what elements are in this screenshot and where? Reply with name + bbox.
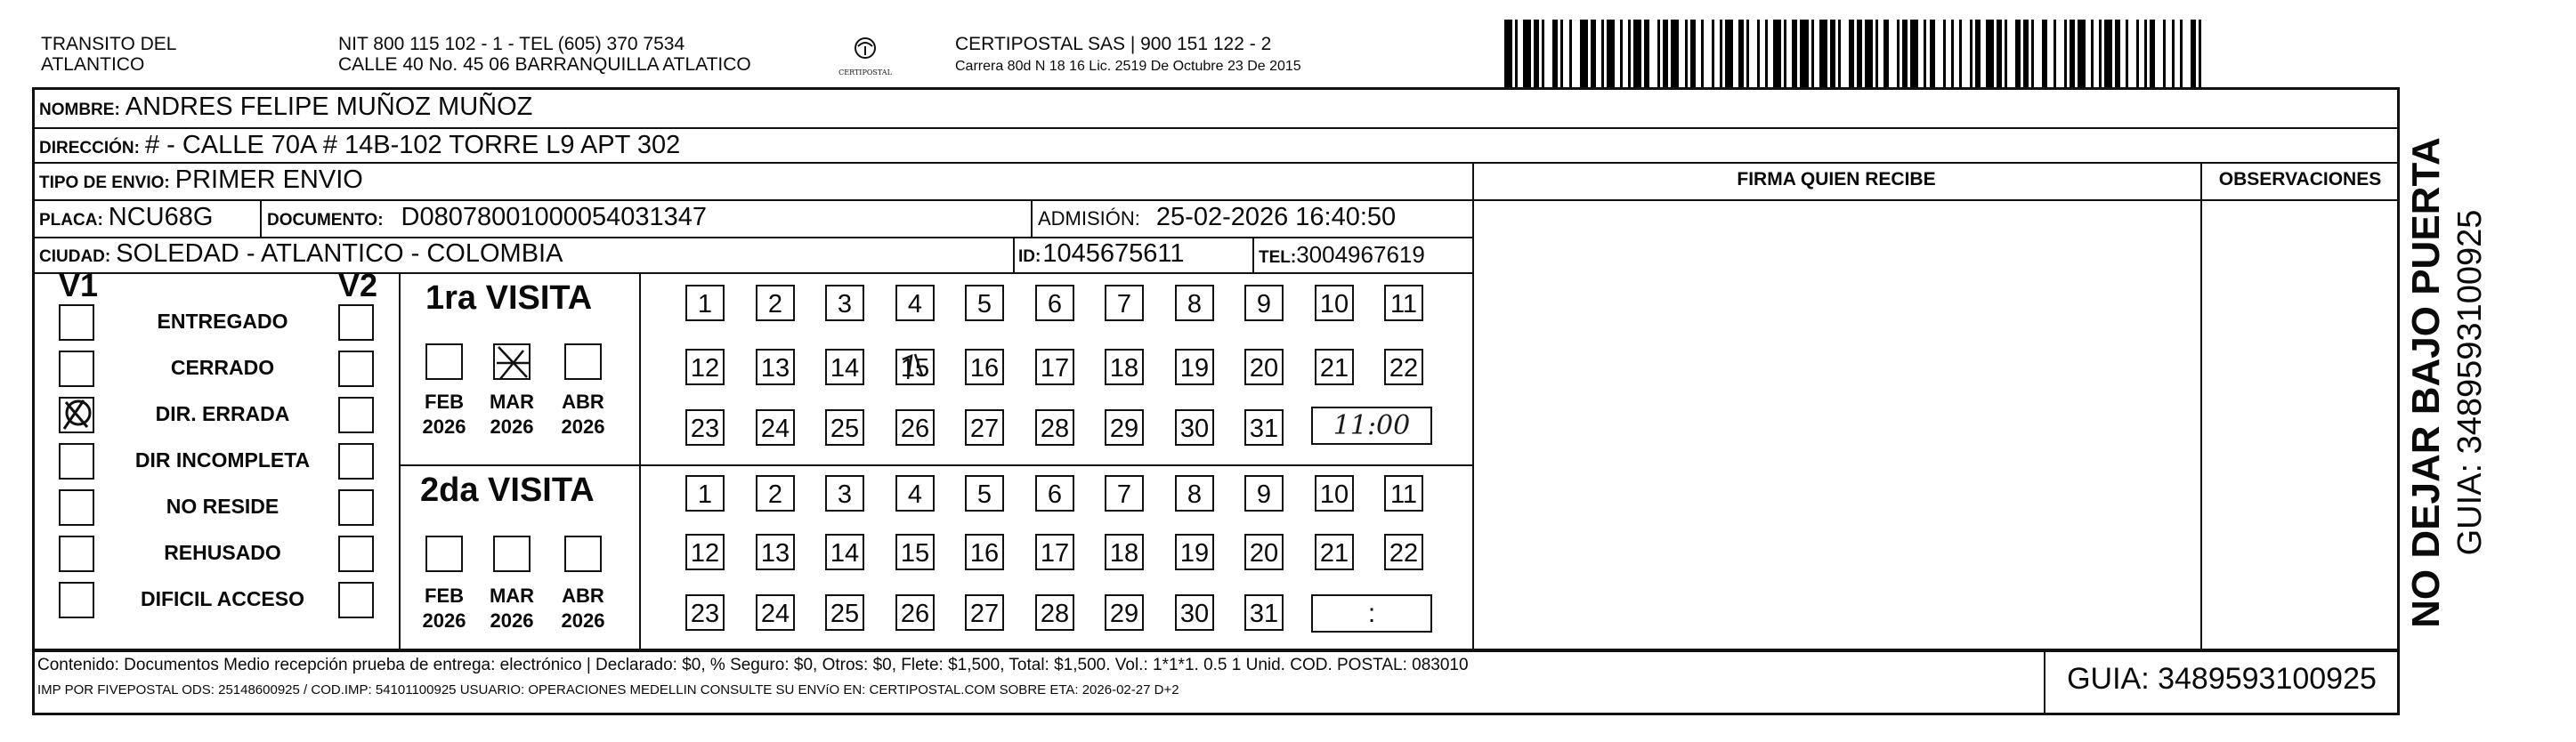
footer-content: Contenido: Documentos Medio recepción prueba de entrega: electrónico | Declarado: $0, % Seguro: $0, Otros: $0, Flete: $1,500, Total: $1,500. Vol.: 1*1*1. 0.5 1 Unid. COD. POSTAL: 083010 <box>37 656 1469 674</box>
day-checkbox[interactable]: 19 <box>1175 349 1214 385</box>
month-checkbox[interactable] <box>564 536 602 572</box>
day-checkbox[interactable]: 11 <box>1384 285 1423 321</box>
city-row <box>39 239 563 269</box>
day-checkbox[interactable]: 31 <box>1244 594 1284 631</box>
observations-area[interactable] <box>2202 201 2398 648</box>
day-checkbox[interactable]: 17 <box>1035 349 1074 385</box>
recipient-address-row <box>39 131 680 160</box>
v2-checkbox[interactable] <box>338 489 374 526</box>
footer-print-info: IMP POR FIVEPOSTAL ODS: 25148600925 / COD.IMP: 54101100925 USUARIO: OPERACIONES MEDELLIN CONSULTE SU ENVíO EN: CERTIPOSTAL.COM SOBRE ETA: 2026-02-27 D+2 <box>37 682 1179 698</box>
day-checkbox[interactable]: 27 <box>965 594 1004 631</box>
tel-value: 3004967619 <box>1296 241 1425 268</box>
plate-row <box>39 203 213 232</box>
issuer-contact: NIT 800 115 102 - 1 - TEL (605) 370 7534 CALLE 40 No. 45 06 BARRANQUILLA ATLATICO <box>338 34 751 75</box>
v1-checkbox[interactable] <box>59 304 94 341</box>
status-option-label: CERRADO <box>170 356 275 379</box>
side-text <box>2403 125 2510 641</box>
day-checkbox[interactable]: 14 <box>825 534 864 570</box>
v2-checkbox[interactable] <box>338 397 374 433</box>
day-checkbox[interactable]: 21 <box>1315 534 1354 570</box>
day-checkbox[interactable]: 4 <box>895 475 935 512</box>
status-option-label: DIFICIL ACCESO <box>140 587 304 610</box>
day-checkbox[interactable]: 25 <box>825 594 864 631</box>
day-checkbox[interactable]: 18 <box>1105 534 1144 570</box>
admission-value: 25-02-2026 16:40:50 <box>1155 203 1397 231</box>
city-label: CIUDAD: <box>39 247 111 266</box>
v2-checkbox[interactable] <box>338 351 374 387</box>
recipient-address: # - CALLE 70A # 14B-102 TORRE L9 APT 302 <box>144 131 681 159</box>
name-label: NOMBRE: <box>39 101 120 119</box>
status-option-label: ENTREGADO <box>157 310 288 333</box>
admission-row <box>1038 203 1396 232</box>
day-checkbox[interactable]: 31 <box>1244 409 1284 446</box>
v1-checkbox[interactable] <box>59 443 94 480</box>
day-checkbox[interactable]: 24 <box>756 594 795 631</box>
day-checkbox[interactable]: 13 <box>756 349 795 385</box>
v1-checkbox[interactable] <box>59 582 94 618</box>
visit2-time-box[interactable] <box>1311 594 1432 633</box>
day-checkbox[interactable]: 18 <box>1105 349 1144 385</box>
footer-guide: GUIA: 3489593100925 <box>2067 662 2377 696</box>
day-checkbox[interactable] <box>895 349 935 385</box>
day-checkbox[interactable]: 8 <box>1175 285 1214 321</box>
side-warning: NO DEJAR BAJO PUERTA <box>2404 137 2448 628</box>
day-checkbox[interactable]: 14 <box>825 349 864 385</box>
side-guide: GUIA: 3489593100925 <box>2451 209 2489 556</box>
day-checkbox[interactable]: 23 <box>685 409 725 446</box>
visit1-title: 1ra VISITA <box>425 279 593 317</box>
day-checkbox[interactable]: 19 <box>1175 534 1214 570</box>
visit1-time-box[interactable] <box>1311 407 1432 445</box>
day-checkbox[interactable]: 1 <box>685 475 725 512</box>
month-label: FEB 2026 <box>422 585 466 632</box>
status-option-label: DIR INCOMPLETA <box>134 448 311 472</box>
visit2-time-placeholder: : <box>1367 599 1376 628</box>
day-checkbox[interactable]: 28 <box>1035 409 1074 446</box>
day-checkbox[interactable]: 5 <box>965 285 1004 321</box>
admission-label: ADMISIÓN: <box>1038 207 1140 230</box>
day-checkbox[interactable]: 28 <box>1035 594 1074 631</box>
day-checkbox[interactable]: 17 <box>1035 534 1074 570</box>
day-checkbox[interactable]: 3 <box>825 475 864 512</box>
day-checkbox[interactable]: 4 <box>895 285 935 321</box>
day-checkbox[interactable]: 20 <box>1244 534 1284 570</box>
day-checkbox[interactable]: 23 <box>685 594 725 631</box>
handwritten-mark <box>895 349 935 385</box>
day-checkbox[interactable]: 11 <box>1384 475 1423 512</box>
v2-checkbox[interactable] <box>338 304 374 341</box>
day-checkbox[interactable]: 9 <box>1244 475 1284 512</box>
issuer-name: TRANSITO DEL ATLANTICO <box>41 34 177 75</box>
day-checkbox[interactable]: 24 <box>756 409 795 446</box>
day-checkbox[interactable]: 22 <box>1384 349 1423 385</box>
day-checkbox[interactable]: 7 <box>1105 285 1144 321</box>
plate-label: PLACA: <box>39 211 103 230</box>
day-checkbox[interactable]: 13 <box>756 534 795 570</box>
month-checkbox[interactable] <box>564 343 602 380</box>
day-checkbox[interactable]: 2 <box>756 285 795 321</box>
day-checkbox[interactable]: 26 <box>895 594 935 631</box>
month-label: MAR 2026 <box>489 391 535 438</box>
certipostal-logo <box>832 36 898 80</box>
day-checkbox[interactable]: 29 <box>1105 594 1144 631</box>
v1-checkbox[interactable] <box>59 536 94 572</box>
v2-checkbox[interactable] <box>338 582 374 618</box>
v1-label: V1 <box>59 267 99 303</box>
day-checkbox[interactable]: 29 <box>1105 409 1144 446</box>
day-checkbox[interactable]: 6 <box>1035 285 1074 321</box>
status-option-label: DIR. ERRADA <box>155 402 290 425</box>
v2-label: V2 <box>338 267 378 303</box>
day-checkbox[interactable]: 10 <box>1315 475 1354 512</box>
day-checkbox[interactable]: 25 <box>825 409 864 446</box>
month-label: ABR 2026 <box>561 391 605 438</box>
document-row <box>267 203 707 232</box>
day-checkbox[interactable]: 30 <box>1175 594 1214 631</box>
recipient-name-row <box>39 93 532 122</box>
document-label: DOCUMENTO: <box>267 211 384 230</box>
address-label: DIRECCIÓN: <box>39 139 140 157</box>
id-label: ID: <box>1018 247 1041 266</box>
plate-value: NCU68G <box>108 203 214 231</box>
day-checkbox[interactable]: 7 <box>1105 475 1144 512</box>
month-label: FEB 2026 <box>422 391 466 438</box>
day-checkbox[interactable]: 10 <box>1315 285 1354 321</box>
shipping-label: TIPO DE ENVIO: <box>39 173 170 192</box>
day-checkbox[interactable]: 9 <box>1244 285 1284 321</box>
observations-label: OBSERVACIONES <box>2218 169 2382 190</box>
day-checkbox[interactable]: 21 <box>1315 349 1354 385</box>
v2-checkbox[interactable] <box>338 536 374 572</box>
svg-text:CERTIPOSTAL: CERTIPOSTAL <box>838 69 892 77</box>
id-row <box>1018 239 1184 269</box>
day-checkbox[interactable]: 6 <box>1035 475 1074 512</box>
day-checkbox[interactable]: 30 <box>1175 409 1214 446</box>
month-checkbox[interactable] <box>493 536 531 572</box>
v2-checkbox[interactable] <box>338 443 374 480</box>
tel-label: TEL: <box>1259 248 1297 267</box>
day-checkbox[interactable]: 5 <box>965 475 1004 512</box>
day-checkbox[interactable]: 16 <box>965 534 1004 570</box>
day-checkbox[interactable]: 12 <box>685 349 725 385</box>
v1-checkbox[interactable] <box>59 489 94 526</box>
day-checkbox[interactable]: 26 <box>895 409 935 446</box>
day-checkbox[interactable]: 16 <box>965 349 1004 385</box>
signature-label: FIRMA QUIEN RECIBE <box>1737 169 1936 190</box>
month-checkbox[interactable] <box>425 343 463 380</box>
company-info: CERTIPOSTAL SAS | 900 151 122 - 2 Carrera 80d N 18 16 Lic. 2519 De Octubre 23 De 2015 <box>955 34 1301 74</box>
shipping-type: PRIMER ENVIO <box>174 165 363 194</box>
day-checkbox[interactable]: 3 <box>825 285 864 321</box>
month-checkbox[interactable] <box>425 536 463 572</box>
day-number: 15 <box>900 354 930 383</box>
month-checkbox[interactable] <box>493 343 531 380</box>
visit2-title: 2da VISITA <box>420 472 595 509</box>
day-checkbox[interactable]: 2 <box>756 475 795 512</box>
day-checkbox[interactable]: 15 <box>895 534 935 570</box>
day-checkbox[interactable]: 12 <box>685 534 725 570</box>
day-checkbox[interactable]: 8 <box>1175 475 1214 512</box>
city-value: SOLEDAD - ATLANTICO - COLOMBIA <box>116 239 563 268</box>
month-label: MAR 2026 <box>489 585 535 632</box>
month-label: ABR 2026 <box>561 585 605 632</box>
shipping-type-row <box>39 165 363 195</box>
status-option-label: REHUSADO <box>164 541 281 564</box>
tel-row <box>1259 241 1425 269</box>
barcode <box>1504 20 2207 87</box>
recipient-name: ANDRES FELIPE MUÑOZ MUÑOZ <box>125 93 533 121</box>
day-checkbox[interactable]: 20 <box>1244 349 1284 385</box>
document-value: D08078001000054031347 <box>401 203 708 231</box>
status-option-label: NO RESIDE <box>166 495 279 518</box>
id-value: 1045675611 <box>1042 239 1185 268</box>
v1-checkbox[interactable] <box>59 351 94 387</box>
day-checkbox[interactable]: 22 <box>1384 534 1423 570</box>
day-checkbox[interactable]: 27 <box>965 409 1004 446</box>
visit1-time-handwritten: 11:00 <box>1333 410 1411 441</box>
day-checkbox[interactable]: 1 <box>685 285 725 321</box>
v1-checkbox[interactable] <box>59 397 94 433</box>
signature-area[interactable] <box>1474 201 2199 648</box>
